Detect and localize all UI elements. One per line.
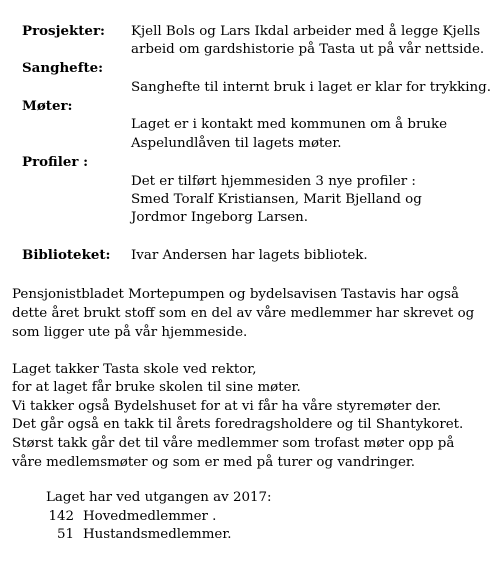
paragraph-line: Laget takker Tasta skole ved rektor, bbox=[12, 362, 257, 377]
membership-intro: Laget har ved utgangen av 2017: bbox=[46, 490, 272, 505]
paragraph-line: Pensjonistbladet Mortepumpen og bydelsavisen Tastavis har også bbox=[12, 287, 459, 302]
section-label-profiler: Profiler : bbox=[22, 154, 89, 170]
paragraph-line: Det går også en takk til årets foredragsholdere og til Shantykoret. bbox=[12, 417, 464, 432]
section-text-line: Kjell Bols og Lars Ikdal arbeider med å legge Kjells bbox=[131, 24, 481, 39]
section-text-line: Det er tilført hjemmesiden 3 nye profiler : bbox=[131, 174, 416, 189]
paragraph-line: som ligger ute på vår hjemmeside. bbox=[12, 325, 248, 340]
paragraph-line: Vi takker også Bydelshuset for at vi får ha våre styremøter der. bbox=[12, 399, 442, 414]
section-text-line: Aspelundlåven til lagets møter. bbox=[131, 136, 342, 151]
membership-count: 51 bbox=[56, 527, 74, 542]
section-text-line: arbeid om gardshistorie på Tasta ut på vår nettside. bbox=[131, 42, 485, 57]
section-label-prosjekter: Prosjekter: bbox=[22, 23, 105, 39]
section-label-sanghefte: Sanghefte: bbox=[22, 60, 104, 76]
paragraph-line: våre medlemsmøter og som er med på turer og vandringer. bbox=[12, 455, 416, 470]
section-label-biblioteket: Biblioteket: bbox=[22, 247, 111, 263]
section-text-line: Smed Toralf Kristiansen, Marit Bjelland og bbox=[131, 192, 422, 207]
section-text-line: Ivar Andersen har lagets bibliotek. bbox=[131, 248, 368, 263]
paragraph-line: for at laget får bruke skolen til sine møter. bbox=[12, 380, 301, 395]
section-text-line: Sanghefte til internt bruk i laget er klar for trykking. bbox=[131, 80, 492, 95]
membership-label: Hovedmedlemmer . bbox=[83, 509, 217, 524]
paragraph-line: dette året brukt stoff som en del av våre medlemmer har skrevet og bbox=[12, 306, 475, 321]
membership-label: Hustandsmedlemmer. bbox=[83, 527, 232, 542]
section-text-line: Jordmor Ingeborg Larsen. bbox=[131, 210, 309, 225]
section-label-moter: Møter: bbox=[22, 98, 73, 114]
paragraph-line: Størst takk går det til våre medlemmer som trofast møter opp på bbox=[12, 436, 455, 451]
membership-count: 142 bbox=[48, 509, 74, 524]
section-text-line: Laget er i kontakt med kommunen om å bruke bbox=[131, 117, 448, 132]
